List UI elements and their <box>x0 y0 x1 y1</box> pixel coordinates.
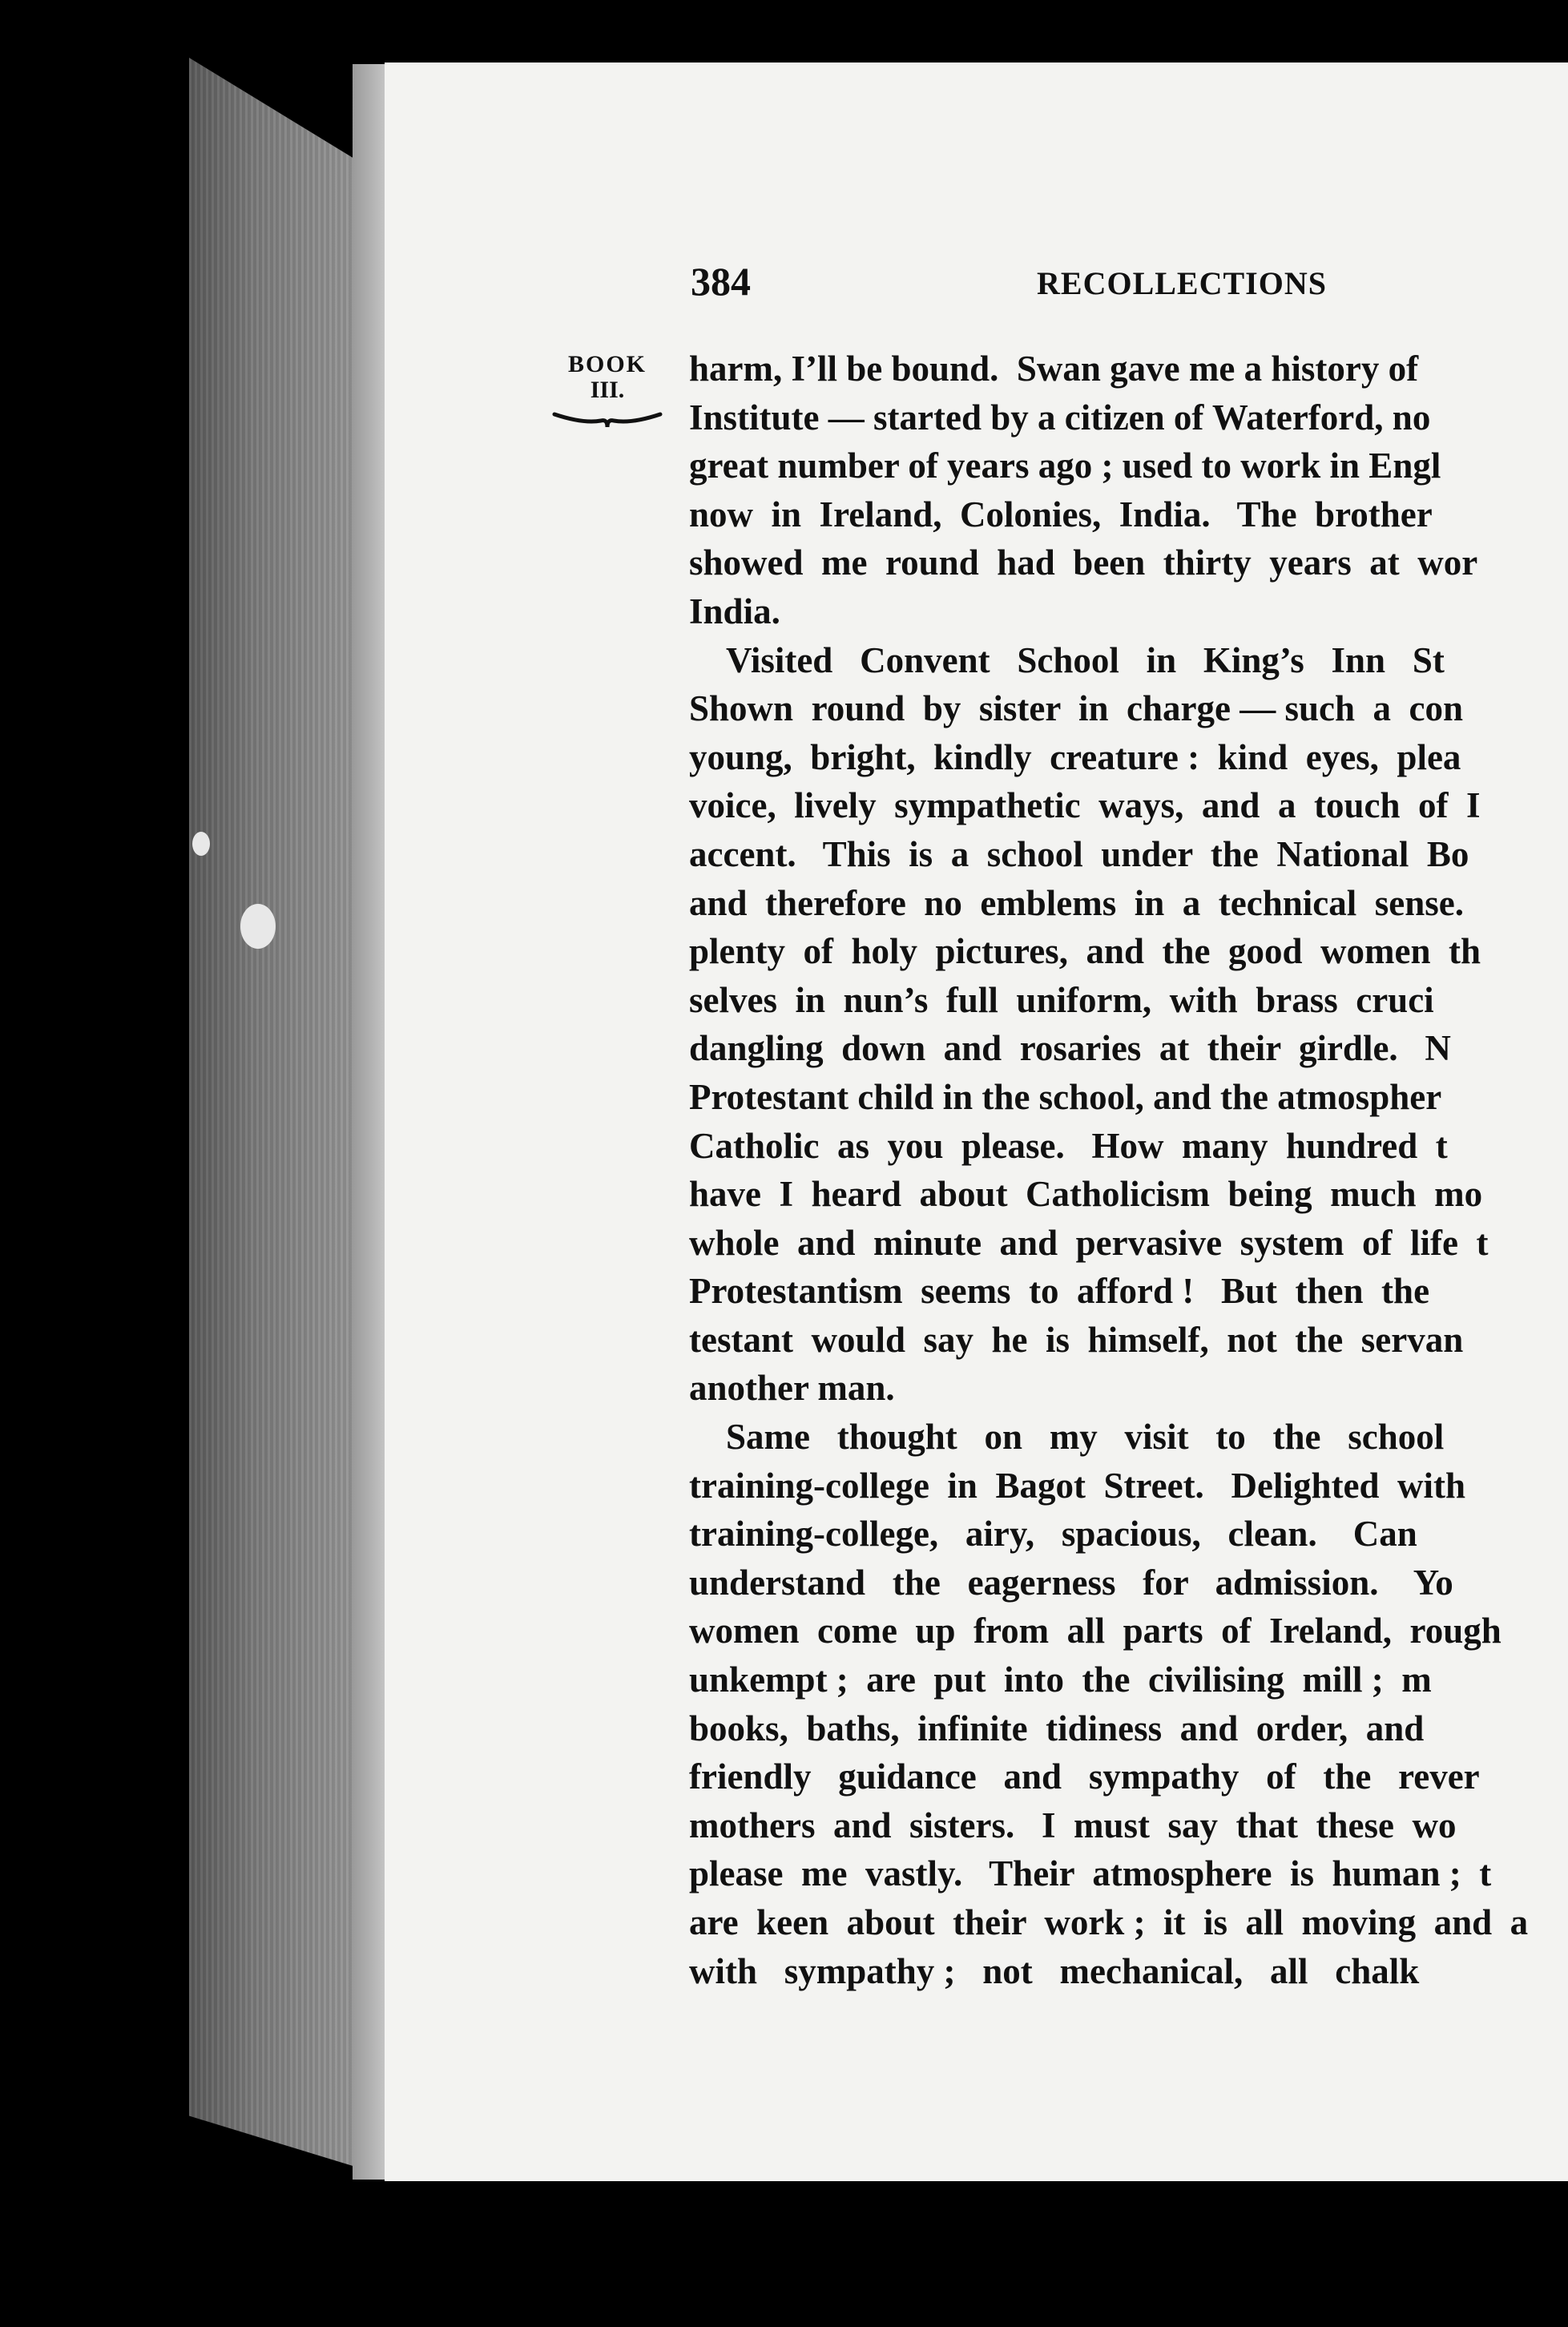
text-line: Same thought on my visit to the school <box>726 1417 1445 1458</box>
text-line: showed me round had been thirty years at wor <box>689 542 1478 583</box>
paper-speck <box>240 904 276 949</box>
text-line: friendly guidance and sympathy of the rever <box>689 1756 1480 1797</box>
text-line: great number of years ago ; used to work in Engl <box>689 446 1441 486</box>
body-text <box>689 345 1568 1995</box>
text-line: selves in nun’s full uniform, with brass cruci <box>689 979 1434 1020</box>
text-line: Protestant child in the school, and the atmospher <box>689 1076 1442 1117</box>
text-line: another man. <box>689 1368 895 1409</box>
text-line: please me vastly. Their atmosphere is human ; t <box>689 1853 1492 1894</box>
book-number: III. <box>590 377 625 403</box>
text-line: unkempt ; are put into the civilising mill ; m <box>689 1660 1432 1700</box>
text-line: training-college in Bagot Street. Delighted with <box>689 1465 1466 1506</box>
text-line: dangling down and rosaries at their girdle. N <box>689 1028 1451 1069</box>
text-line: voice, lively sympathetic ways, and a touch of I <box>689 785 1481 826</box>
paper-speck <box>192 832 210 856</box>
text-line: testant would say he is himself, not the servan <box>689 1319 1464 1360</box>
text-line: India. <box>689 591 780 631</box>
text-line: Protestantism seems to afford ! But then the <box>689 1271 1430 1312</box>
text-line: books, baths, infinite tidiness and order, and <box>689 1708 1425 1748</box>
text-line: Shown round by sister in charge — such a con <box>689 688 1464 729</box>
text-line: training-college, airy, spacious, clean. Can <box>689 1514 1417 1555</box>
text-line: young, bright, kindly creature : kind eyes, plea <box>689 736 1461 777</box>
text-line: mothers and sisters. I must say that these wo <box>689 1805 1457 1845</box>
page-number: 384 <box>691 259 751 304</box>
text-line: Visited Convent School in King’s Inn St <box>726 639 1445 680</box>
text-line: with sympathy ; not mechanical, all chalk <box>689 1950 1420 1991</box>
text-line: accent. This is a school under the National Bo <box>689 833 1469 874</box>
text-line: Catholic as you please. How many hundred t <box>689 1125 1448 1166</box>
text-line: are keen about their work ; it is all moving and a <box>689 1902 1529 1942</box>
margin-note <box>551 353 663 429</box>
text-line: understand the eagerness for admission. Yo <box>689 1562 1453 1603</box>
text-line: have I heard about Catholicism being much mo <box>689 1174 1483 1215</box>
text-line: and therefore no emblems in a technical sense. <box>689 882 1465 923</box>
book-label: BOOK <box>567 351 647 377</box>
running-head: RECOLLECTIONS <box>1037 265 1327 301</box>
text-line: Institute — started by a citizen of Waterford, no <box>689 397 1431 438</box>
text-line: whole and minute and pervasive system of life t <box>689 1222 1489 1263</box>
text-line: now in Ireland, Colonies, India. The brother <box>689 494 1433 534</box>
text-line: plenty of holy pictures, and the good women th <box>689 931 1481 972</box>
brace-ornament <box>551 411 663 429</box>
text-line: women come up from all parts of Ireland, rough <box>689 1611 1501 1651</box>
text-line: harm, I’ll be bound. Swan gave me a history of <box>689 349 1419 389</box>
